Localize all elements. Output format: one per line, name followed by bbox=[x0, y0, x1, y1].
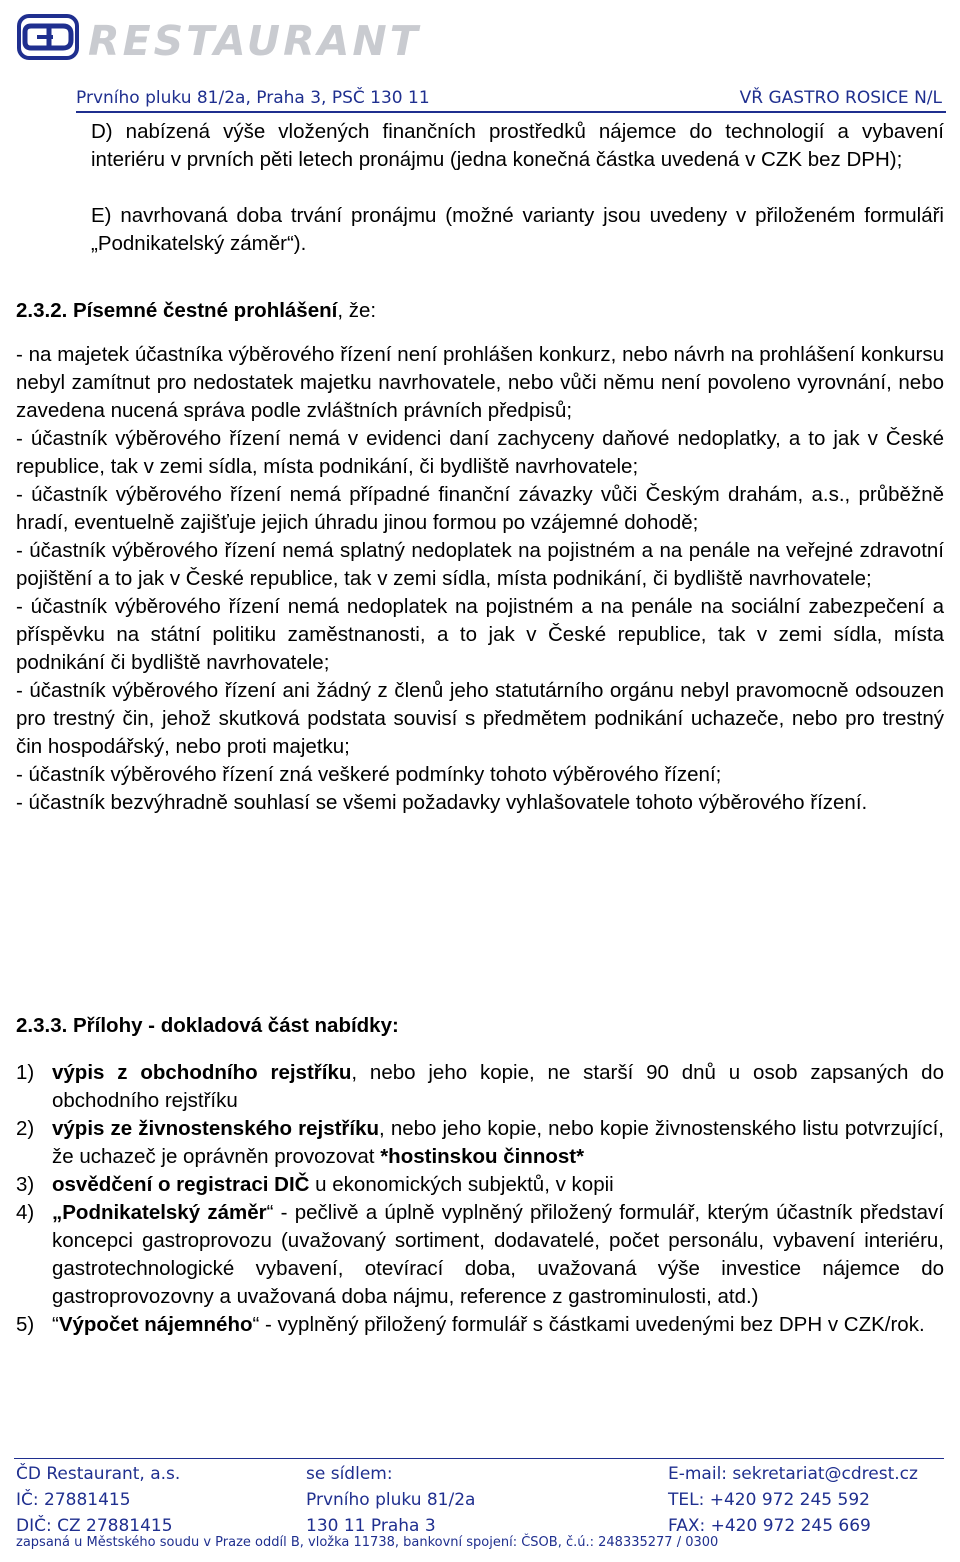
declaration-item: - účastník bezvýhradně souhlasí se všemi požadavky vyhlašovatele tohoto výběrového řízení. bbox=[16, 791, 868, 814]
intro-item-e-text: E) navrhovaná doba trvání pronájmu (možné varianty jsou uvedeny v přiloženém formuláři „Podnikatelský záměr“). bbox=[91, 204, 944, 255]
footer-address-col bbox=[306, 1461, 475, 1539]
brand-name: RESTAURANT bbox=[88, 17, 421, 65]
attachment-bold: Výpočet nájemného bbox=[58, 1313, 253, 1336]
attachment-bold: Podnikatelský záměr bbox=[62, 1201, 267, 1224]
footer-company: ČD Restaurant, a.s. bbox=[16, 1464, 181, 1484]
attachment-number: 4) bbox=[16, 1201, 35, 1224]
footer-registry: zapsaná u Městského soudu v Praze oddíl B, vložka 11738, bankovní spojení: ČSOB, č.ú.: 248335277 / 0300 bbox=[16, 1535, 719, 1550]
attachments-list bbox=[16, 1059, 944, 1339]
footer-divider bbox=[14, 1458, 944, 1459]
declaration-item: - účastník výběrového řízení nemá případné finanční závazky vůči Českým drahám, a.s., průběžně hradí, eventuelně zajišťuje jejich úhradu jinou formou po vzájemné dohodě; bbox=[16, 483, 944, 534]
attachment-number: 3) bbox=[16, 1173, 35, 1196]
attachment-rest: “ - vyplněný přiložený formulář s částkami uvedenými bez DPH v CZK/rok. bbox=[252, 1313, 925, 1336]
section-title: Přílohy - dokladová část nabídky: bbox=[73, 1014, 399, 1037]
footer-contact-col bbox=[668, 1461, 918, 1539]
attachment-quote: „ bbox=[52, 1201, 63, 1224]
footer-fax: FAX: +420 972 245 669 bbox=[668, 1516, 871, 1536]
section-number: 2.3.2. bbox=[16, 299, 68, 322]
attachment-text bbox=[52, 1199, 944, 1311]
attachment-quote: “ bbox=[52, 1313, 59, 1336]
letterhead bbox=[0, 0, 960, 112]
attachment-rest: , nebo jeho kopie, nebo kopie živnostenského listu potvrzující, že uchazeč je oprávněn provozovat bbox=[52, 1117, 944, 1168]
attachment-text bbox=[52, 1171, 944, 1199]
attachment-item bbox=[16, 1199, 944, 1311]
declaration-item: - účastník výběrového řízení nemá splatný nedoplatek na pojistném a na penále na veřejné zdravotní pojištění a to jak v České republice, tak v zemi sídla, místa podnikání, či bydliště navrhovatele; bbox=[16, 539, 944, 590]
section-232-heading bbox=[16, 297, 946, 325]
header-divider bbox=[76, 111, 946, 113]
cd-logo-icon bbox=[17, 14, 79, 60]
attachment-bold: výpis ze živnostenského rejstříku bbox=[52, 1117, 380, 1140]
section-number: 2.3.3. bbox=[16, 1014, 68, 1037]
attachment-bold-2: *hostinskou činnost* bbox=[380, 1145, 585, 1168]
footer-phone: TEL: +420 972 245 592 bbox=[668, 1490, 870, 1510]
intro-item-d-text: D) nabízená výše vložených finančních prostředků nájemce do technologií a vybavení interiéru v prvních pěti letech pronájmu (jedna konečná částka uvedená v CZK bez DPH); bbox=[91, 120, 944, 171]
attachment-item bbox=[16, 1311, 944, 1339]
footer-city: 130 11 Praha 3 bbox=[306, 1516, 436, 1536]
section-233-heading bbox=[16, 1012, 946, 1040]
attachment-text bbox=[52, 1059, 944, 1115]
intro-item-e bbox=[91, 202, 944, 258]
tender-tag: VŘ GASTRO ROSICE N/L bbox=[739, 88, 942, 108]
section-title-suffix: , že: bbox=[337, 299, 377, 322]
section-title: Písemné čestné prohlášení bbox=[73, 299, 338, 322]
attachment-text bbox=[52, 1115, 944, 1171]
footer-ico: IČ: 27881415 bbox=[16, 1490, 131, 1510]
attachment-rest: u ekonomických subjektů, v kopii bbox=[309, 1173, 614, 1196]
attachment-item bbox=[16, 1059, 944, 1115]
attachment-text bbox=[52, 1311, 944, 1339]
footer-company-col bbox=[16, 1461, 180, 1539]
declaration-item: - účastník výběrového řízení nemá nedoplatek na pojistném a na penále na sociální zabezpečení a příspěvku na státní politiku zaměstnanosti, a to jak v České republice, tak v zemi sídla, místa podnikání či bydliště navrhovatele; bbox=[16, 595, 944, 674]
attachment-item bbox=[16, 1171, 944, 1199]
intro-item-d bbox=[91, 118, 944, 174]
attachment-number: 5) bbox=[16, 1313, 35, 1336]
attachment-rest: “ - pečlivě a úplně vyplněný přiložený formulář, kterým účastník představí koncepci gastroprovozu (uvažovaný sortiment, dodavatelé, počet personálu, vybavení interiéru, gastrotechnologické vybavení, otevírací doba, uvažovaná výše investice nájemce do gastroprovozovny a uvažovaná doba nájmu, reference z gastrominulosti, atd.) bbox=[52, 1201, 944, 1308]
attachment-bold: výpis z obchodního rejstříku bbox=[52, 1061, 352, 1084]
footer-dic: DIČ: CZ 27881415 bbox=[16, 1516, 173, 1536]
attachment-rest: , nebo jeho kopie, ne starší 90 dnů u osob zapsaných do obchodního rejstříku bbox=[52, 1061, 944, 1112]
declaration-item: - účastník výběrového řízení nemá v evidenci daní zachyceny daňové nedoplatky, a to jak v České republice, tak v zemi sídla, místa podnikání, či bydliště navrhovatele; bbox=[16, 427, 944, 478]
declaration-list bbox=[16, 341, 944, 817]
attachment-item bbox=[16, 1115, 944, 1171]
attachment-number: 2) bbox=[16, 1117, 35, 1140]
footer-street: Prvního pluku 81/2a bbox=[306, 1490, 476, 1510]
attachment-number: 1) bbox=[16, 1061, 35, 1084]
footer-email: E-mail: sekretariat@cdrest.cz bbox=[668, 1464, 918, 1484]
declaration-item: - na majetek účastníka výběrového řízení není prohlášen konkurz, nebo návrh na prohlášení konkursu nebyl zamítnut pro nedostatek majetku navrhovatele, nebo vůči němu není povoleno vyrovnání, nebo zavedena nucená správa podle zvláštních právních předpisů; bbox=[16, 343, 944, 422]
declaration-item: - účastník výběrového řízení ani žádný z členů jeho statutárního orgánu nebyl pravomocně odsouzen pro trestný čin, jehož skutková podstata souvisí s předmětem podnikání uchazeče, nebo pro trestný čin hospodářský, nebo proti majetku; bbox=[16, 679, 944, 758]
header-address: Prvního pluku 81/2a, Praha 3, PSČ 130 11 bbox=[76, 88, 430, 108]
attachment-bold: osvědčení o registraci DIČ bbox=[52, 1173, 310, 1196]
declaration-item: - účastník výběrového řízení zná veškeré podmínky tohoto výběrového řízení; bbox=[16, 763, 722, 786]
letterhead-footer bbox=[0, 1455, 960, 1562]
footer-seat-label: se sídlem: bbox=[306, 1464, 393, 1484]
